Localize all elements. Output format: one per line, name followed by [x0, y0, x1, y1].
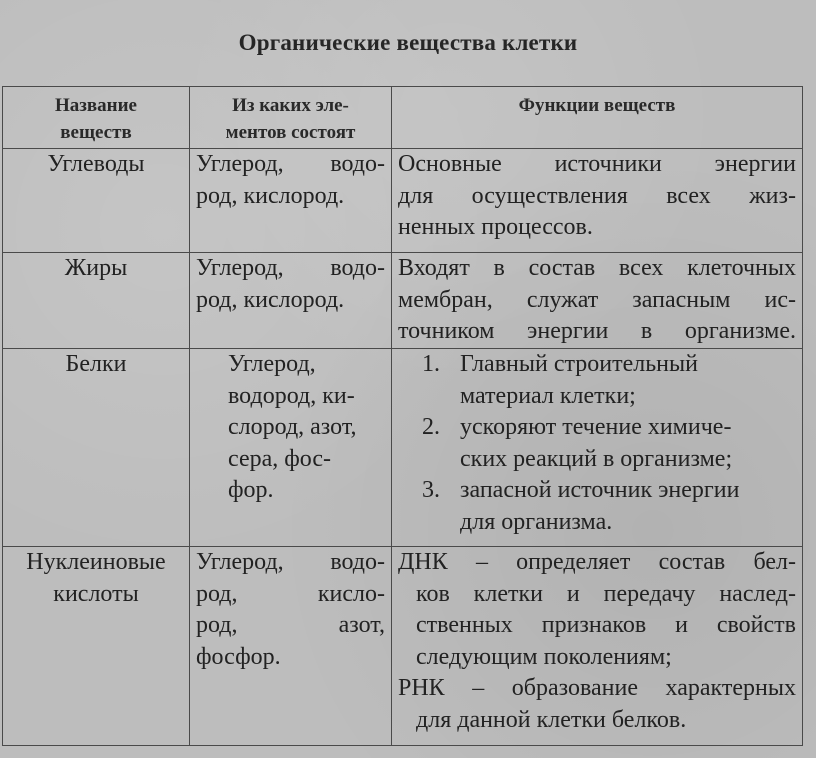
- page-title: Органические вещества клетки: [238, 30, 578, 55]
- cell-text: Углерод,: [228, 351, 316, 377]
- cell-text: ственных признаков и свойств: [416, 612, 796, 638]
- cell-text: для данной клетки белков.: [416, 706, 687, 733]
- table-row-carbohydrates: [3, 149, 803, 253]
- header-name: [3, 87, 190, 149]
- cell-elements: [190, 149, 392, 253]
- cell-name: [3, 349, 190, 547]
- cell-text: кислоты: [53, 580, 139, 607]
- cell-text: Углерод, водо-: [196, 255, 385, 281]
- table-header-row: [3, 87, 803, 149]
- cell-text: Жиры: [64, 255, 128, 281]
- list-number: 2.: [422, 414, 440, 440]
- cell-text: Углеводы: [47, 151, 145, 177]
- header-text: Из каких эле-: [232, 95, 349, 116]
- cell-name: [3, 149, 190, 253]
- table-row-proteins: [3, 349, 803, 547]
- cell-text: точником энергии в организме.: [398, 318, 796, 344]
- cell-text: сера, фос-: [228, 445, 332, 472]
- cell-text: род, кислород.: [196, 286, 345, 313]
- cell-text: ков клетки и передачу наслед-: [416, 580, 796, 607]
- cell-text: род, кислород.: [196, 182, 345, 209]
- cell-text: водород, ки-: [228, 382, 355, 409]
- cell-text: следующим поколениям;: [416, 643, 672, 670]
- cell-text: Входят в состав всех клеточных: [398, 255, 796, 281]
- table-row-fats: [3, 253, 803, 349]
- list-item: [398, 475, 796, 538]
- cell-name: [3, 253, 190, 349]
- cell-text: фор.: [228, 477, 274, 503]
- organic-substances-table: [2, 86, 803, 746]
- cell-elements: [190, 253, 392, 349]
- cell-text: для осуществления всех жиз-: [398, 182, 796, 209]
- cell-text: ненных процессов.: [398, 214, 593, 240]
- functions-list: [398, 349, 796, 538]
- cell-text: Углерод, водо-: [196, 151, 385, 177]
- header-text: Функции веществ: [518, 95, 676, 116]
- header-text: Название: [54, 95, 137, 116]
- cell-text: материал клетки;: [460, 382, 636, 409]
- cell-text: Главный строительный: [460, 351, 698, 377]
- cell-name: [3, 547, 190, 746]
- cell-text: Основные источники энергии: [398, 151, 796, 177]
- list-number: 1.: [422, 351, 440, 377]
- cell-elements: [190, 349, 392, 547]
- cell-text: слород, азот,: [228, 414, 357, 440]
- cell-functions: [392, 253, 803, 349]
- cell-text: запасной источник энергии: [460, 477, 740, 503]
- header-text: веществ: [60, 122, 132, 143]
- cell-functions: [392, 149, 803, 253]
- table-row-nucleic-acids: [3, 547, 803, 746]
- list-item: [398, 349, 796, 412]
- header-elements: [190, 87, 392, 149]
- list-item: [398, 412, 796, 475]
- cell-text: для организма.: [460, 508, 613, 535]
- cell-functions: [392, 547, 803, 746]
- cell-text: мембран, служат запасным ис-: [398, 286, 796, 313]
- cell-text: Углерод, водо-: [196, 549, 385, 575]
- list-number: 3.: [422, 477, 440, 503]
- cell-text: род, азот,: [196, 612, 385, 638]
- cell-functions: [392, 349, 803, 547]
- cell-text: ских реакций в организме;: [460, 445, 733, 472]
- cell-text: фосфор.: [196, 643, 281, 670]
- cell-text: ускоряют течение химиче-: [460, 414, 732, 440]
- cell-text: Белки: [65, 351, 127, 377]
- cell-text: РНК – образование характерных: [398, 675, 796, 701]
- header-text: ментов состоят: [225, 122, 356, 143]
- cell-elements: [190, 547, 392, 746]
- cell-text: ДНК – определяет состав бел-: [398, 549, 796, 575]
- cell-text: Нуклеиновые: [26, 549, 166, 575]
- header-functions: [392, 87, 803, 149]
- cell-text: род, кисло-: [196, 580, 385, 607]
